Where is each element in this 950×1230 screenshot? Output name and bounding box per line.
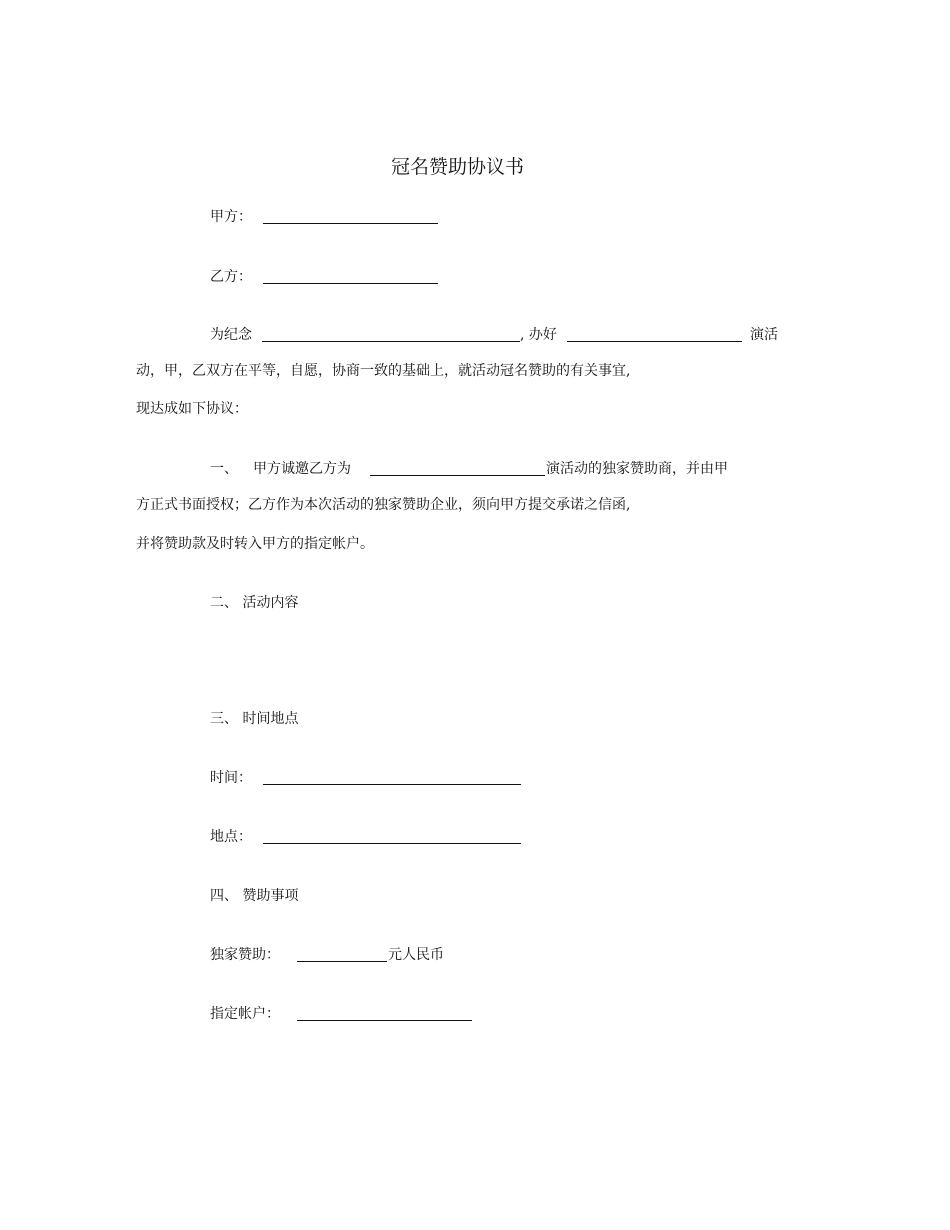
section-3-heading: 三、 时间地点	[210, 711, 299, 727]
section-1-number: 一、	[210, 461, 238, 477]
document-title: 冠名赞助协议书	[391, 156, 525, 178]
section-4-heading: 四、 赞助事项	[210, 888, 299, 904]
event-name-blank[interactable]	[567, 327, 742, 342]
party-a-label: 甲方：	[210, 209, 252, 225]
preamble-event: 演活	[750, 327, 778, 343]
party-b-label: 乙方：	[210, 269, 252, 285]
place-blank[interactable]	[263, 829, 521, 844]
party-b-row	[210, 268, 252, 286]
time-label: 时间：	[210, 770, 252, 786]
exclusive-sponsor-label: 独家赞助：	[210, 947, 280, 963]
preamble-commemorate: 为纪念	[210, 327, 252, 343]
preamble-line-3: 现达成如下协议：	[136, 401, 248, 417]
commemorate-blank[interactable]	[262, 327, 520, 342]
party-b-blank[interactable]	[263, 269, 438, 284]
party-a-blank[interactable]	[263, 209, 438, 224]
account-blank[interactable]	[297, 1006, 472, 1021]
sponsor-event-blank[interactable]	[370, 461, 545, 476]
party-a-row	[210, 208, 252, 226]
section-1-sponsor: 演活动的独家赞助商，并由甲	[546, 461, 728, 477]
currency-label: 元人民币	[388, 947, 444, 963]
preamble-line-2: 动，甲，乙双方在平等，自愿，协商一致的基础上，就活动冠名赞助的有关事宜,	[136, 363, 631, 379]
preamble-host: , 办好	[520, 327, 557, 343]
section-1-line-3: 并将赞助款及时转入甲方的指定帐户。	[136, 536, 374, 552]
amount-blank[interactable]	[297, 947, 387, 962]
account-label: 指定帐户：	[210, 1006, 280, 1022]
time-blank[interactable]	[263, 770, 521, 785]
section-2-heading: 二、 活动内容	[210, 595, 299, 611]
section-1-line-2: 方正式书面授权；乙方作为本次活动的独家赞助企业，须向甲方提交承诺之信函,	[136, 497, 631, 513]
place-label: 地点：	[210, 829, 252, 845]
section-1-invite: 甲方诚邀乙方为	[253, 461, 351, 477]
